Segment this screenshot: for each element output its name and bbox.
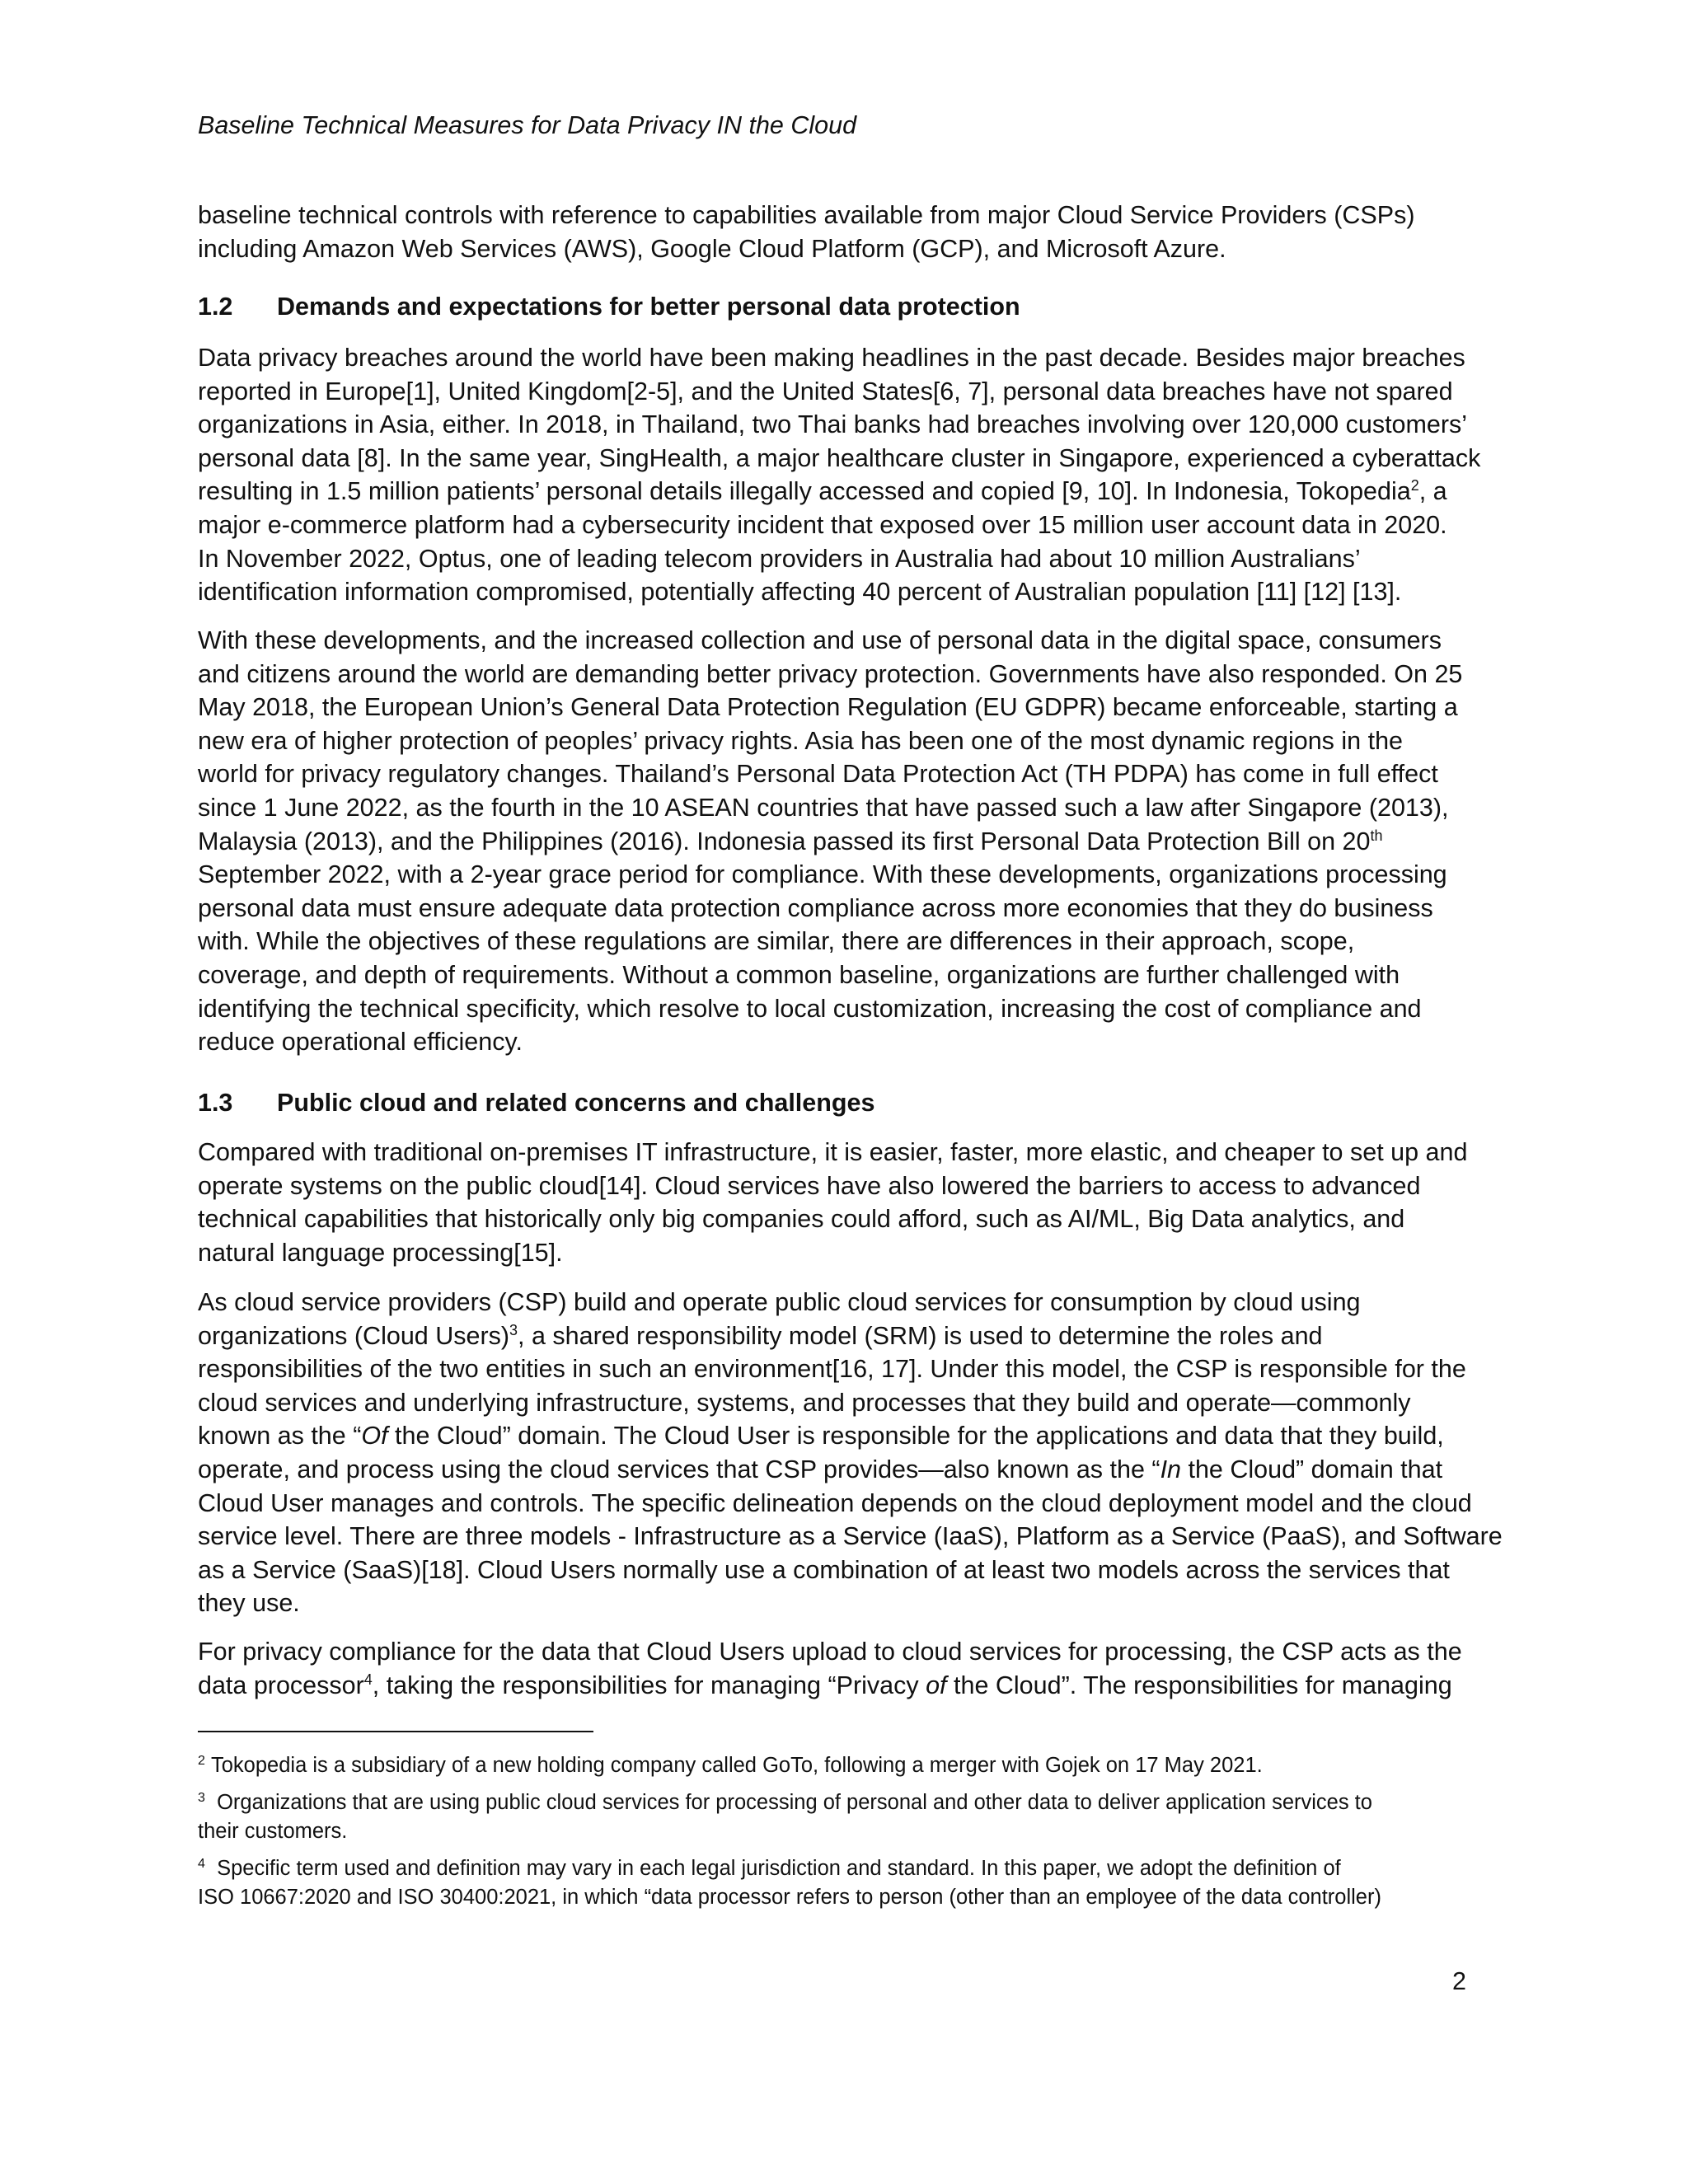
text-line: September 2022, with a 2-year grace period for compliance. With these developments, organizations processing [198,860,1447,889]
footnote-marker: 4 [198,1857,205,1871]
text-line: For privacy compliance for the data that Cloud Users upload to cloud services for processing, the CSP acts as the [198,1638,1462,1666]
breaches-paragraph [198,341,1484,609]
footnote-text: Specific term used and definition may vary in each legal jurisdiction and standard. In this paper, we adopt the definition of [217,1857,1341,1880]
text-line: world for privacy regulatory changes. Thailand’s Personal Data Protection Act (TH PDPA) has come in full effect [198,760,1438,789]
text-line [198,1854,1484,1883]
text-line: May 2018, the European Union’s General Data Protection Regulation (EU GDPR) became enforceable, starting a [198,693,1458,722]
text-run: Malaysia (2013), and the Philippines (2016). Indonesia passed its first Personal Data Protection Bill on 20 [198,827,1371,855]
text-line: coverage, and depth of requirements. Without a common baseline, organizations are further challenged with [198,960,1400,989]
text-line [198,1419,1484,1453]
text-run: the Cloud” domain that [1181,1455,1443,1483]
footnote-2 [198,1751,1484,1780]
text-run: resulting in 1.5 million patients’ personal details illegally accessed and copied [9, 10]. In Indonesia, Tokopedia [198,477,1411,506]
developments-paragraph [198,624,1484,1059]
emphasis: Of [361,1422,388,1451]
text-line [198,1319,1484,1353]
text-line: With these developments, and the increased collection and use of personal data in the digital space, consumers [198,626,1442,654]
text-line: as a Service (SaaS)[18]. Cloud Users normally use a combination of at least two models across the services that [198,1555,1450,1584]
footnote-separator [198,1731,593,1732]
text-line: reported in Europe[1], United Kingdom[2-5], and the United States[6, 7], personal data breaches have not spared [198,377,1453,405]
section-title: Public cloud and related concerns and challenges [277,1089,875,1117]
text-run: organizations (Cloud Users) [198,1321,510,1350]
intro-paragraph [198,199,1484,265]
footnote-text: Tokopedia is a subsidiary of a new holding company called GoTo, following a merger with Gojek on 17 May 2021. [211,1754,1263,1777]
text-line: Cloud User manages and controls. The specific delineation depends on the cloud deployment model and the cloud [198,1488,1472,1517]
text-line: As cloud service providers (CSP) build and operate public cloud services for consumption by cloud using [198,1288,1361,1316]
text-line: ISO 10667:2020 and ISO 30400:2021, in which “data processor refers to person (other than an employee of the data controller) [198,1886,1381,1909]
emphasis: In [1160,1455,1181,1483]
text-line [198,1788,1484,1817]
text-line: technical capabilities that historically only big companies could afford, such as AI/ML, Big Data analytics, and [198,1205,1405,1234]
section-number: 1.2 [198,293,233,321]
text-line: major e-commerce platform had a cybersecurity incident that exposed over 15 million user account data in 2020. [198,510,1447,539]
text-line [198,1669,1484,1703]
footnote-ref-3: 3 [509,1321,518,1338]
text-line [198,1453,1484,1487]
text-line [198,475,1484,509]
text-line: baseline technical controls with reference to capabilities available from major Cloud Service Providers (CSPs) [198,201,1415,229]
text-run: known as the “ [198,1422,362,1451]
section-heading-1-2 [198,290,1020,323]
text-line: new era of higher protection of peoples’ privacy rights. Asia has been one of the most dynamic regions in the [198,726,1404,755]
text-line: Compared with traditional on-premises IT infrastructure, it is easier, faster, more elastic, and cheaper to set up and [198,1138,1468,1166]
text-line: operate systems on the public cloud[14]. Cloud services have also lowered the barriers to access to advanced [198,1171,1421,1200]
text-line: their customers. [198,1820,348,1843]
footnote-3 [198,1788,1484,1846]
footnote-4 [198,1854,1484,1912]
text-line: including Amazon Web Services (AWS), Google Cloud Platform (GCP), and Microsoft Azure. [198,234,1226,263]
text-run: , taking the responsibilities for managing “Privacy [372,1671,926,1699]
privacy-compliance-paragraph [198,1635,1484,1702]
text-run: the Cloud”. The responsibilities for managing [946,1671,1452,1699]
footnote-ref-4: 4 [363,1671,373,1688]
ordinal-suffix: th [1370,827,1383,844]
text-line: Data privacy breaches around the world have been making headlines in the past decade. Besides major breaches [198,344,1465,372]
text-line: since 1 June 2022, as the fourth in the 10 ASEAN countries that have passed such a law after Singapore (2013), [198,793,1449,822]
text-run: , a [1418,477,1447,506]
text-line: service level. There are three models - Infrastructure as a Service (IaaS), Platform as a Service (PaaS), and Software [198,1522,1503,1551]
page-number: 2 [1452,1967,1466,1995]
footnote-ref-2: 2 [1410,477,1419,494]
footnote-marker: 2 [198,1754,205,1768]
text-line: with. While the objectives of these regulations are similar, there are differences in their approach, scope, [198,927,1355,956]
text-line: cloud services and underlying infrastructure, systems, and processes that they build and operate—commonly [198,1388,1411,1417]
footnote-marker: 3 [198,1791,205,1805]
section-heading-1-3 [198,1086,874,1119]
text-line: they use. [198,1589,300,1618]
text-line: personal data must ensure adequate data protection compliance across more economies that they do business [198,893,1433,922]
text-line: organizations in Asia, either. In 2018, in Thailand, two Thai banks had breaches involving over 120,000 customers’ [198,410,1468,439]
text-line: responsibilities of the two entities in such an environment[16, 17]. Under this model, the CSP is responsible for the [198,1355,1466,1384]
section-number: 1.3 [198,1089,233,1117]
text-line [198,1751,1484,1780]
text-line: reduce operational efficiency. [198,1028,523,1057]
text-line: and citizens around the world are demanding better privacy protection. Governments have also responded. On 25 [198,659,1463,688]
text-run: , a shared responsibility model (SRM) is used to determine the roles and [518,1321,1323,1350]
section-title: Demands and expectations for better personal data protection [277,293,1020,321]
emphasis: of [926,1671,947,1699]
public-cloud-paragraph [198,1136,1484,1269]
text-line: natural language processing[15]. [198,1238,563,1267]
text-line: In November 2022, Optus, one of leading telecom providers in Australia had about 10 million Australians’ [198,544,1361,573]
text-line [198,825,1484,859]
text-line: identifying the technical specificity, which resolve to local customization, increasing the cost of compliance and [198,994,1422,1023]
text-run: operate, and process using the cloud services that CSP provides—also known as the “ [198,1455,1160,1483]
text-run: the Cloud” domain. The Cloud User is responsible for the applications and data that they build, [387,1422,1444,1451]
text-line: identification information compromised, potentially affecting 40 percent of Australian population [11] [12] [13]. [198,578,1402,607]
footnotes [198,1751,1484,1920]
running-header: Baseline Technical Measures for Data Privacy IN the Cloud [198,111,857,139]
shared-responsibility-paragraph [198,1286,1503,1620]
text-run: data processor [198,1671,364,1699]
footnote-text: Organizations that are using public cloud services for processing of personal and other data to deliver application services to [217,1791,1372,1814]
text-line: personal data [8]. In the same year, SingHealth, a major healthcare cluster in Singapore, experienced a cyberattack [198,443,1481,472]
